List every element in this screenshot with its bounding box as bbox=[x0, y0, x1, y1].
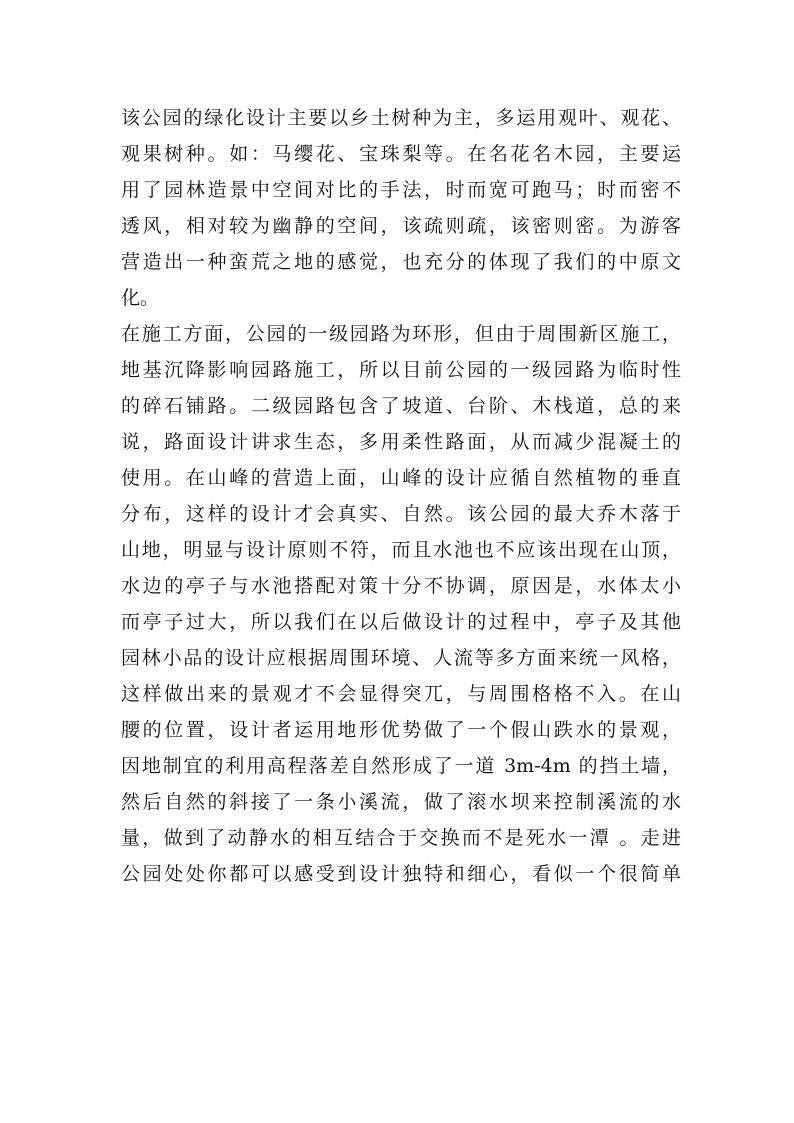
text-line: 透风，相对较为幽静的空间，该疏则疏，该密则密。为游客 bbox=[121, 215, 681, 237]
text-line: 该公园的绿化设计主要以乡土树种为主，多运用观叶、观花、 bbox=[121, 107, 681, 129]
text-line: 使用。在山峰的营造上面，山峰的设计应循自然植物的垂直 bbox=[121, 467, 681, 489]
text-line: 的碎石铺路。二级园路包含了坡道、台阶、木栈道，总的来 bbox=[121, 395, 681, 417]
text-line: 用了园林造景中空间对比的手法，时而宽可跑马；时而密不 bbox=[121, 179, 681, 201]
text-line: 营造出一种蛮荒之地的感觉，也充分的体现了我们的中原文 bbox=[121, 251, 681, 273]
text-line: 而亭子过大，所以我们在以后做设计的过程中，亭子及其他 bbox=[121, 611, 681, 633]
text-line: 地基沉降影响园路施工，所以目前公园的一级园路为临时性 bbox=[121, 359, 681, 381]
text-line: 园林小品的设计应根据周围环境、人流等多方面来统一风格， bbox=[121, 647, 681, 669]
text-line: 说，路面设计讲求生态，多用柔性路面，从而减少混凝土的 bbox=[121, 431, 681, 453]
text-line: 公园处处你都可以感受到设计独特和细心，看似一个很简单 bbox=[121, 863, 681, 885]
text-line: 水边的亭子与水池搭配对策十分不协调，原因是，水体太小 bbox=[121, 575, 681, 597]
text-line: 量，做到了动静水的相互结合于交换而不是死水一潭 。走进 bbox=[121, 827, 681, 849]
text-line: 这样做出来的景观才不会显得突兀，与周围格格不入。在山 bbox=[121, 683, 681, 705]
text-line: 山地，明显与设计原则不符，而且水池也不应该出现在山顶， bbox=[121, 539, 681, 561]
text-line: 然后自然的斜接了一条小溪流，做了滚水坝来控制溪流的水 bbox=[121, 791, 681, 813]
text-line: 腰的位置，设计者运用地形优势做了一个假山跌水的景观， bbox=[121, 719, 681, 741]
text-line: 在施工方面，公园的一级园路为环形，但由于周围新区施工， bbox=[121, 323, 681, 345]
text-line: 分布，这样的设计才会真实、自然。该公园的最大乔木落于 bbox=[121, 503, 681, 525]
text-line: 观果树种。如：马缨花、宝珠梨等。在名花名木园，主要运 bbox=[121, 143, 681, 165]
text-line: 化。 bbox=[121, 287, 160, 309]
document-body bbox=[121, 100, 681, 892]
text-line: 因地制宜的利用高程落差自然形成了一道 3m-4m 的挡土墙， bbox=[121, 755, 681, 777]
